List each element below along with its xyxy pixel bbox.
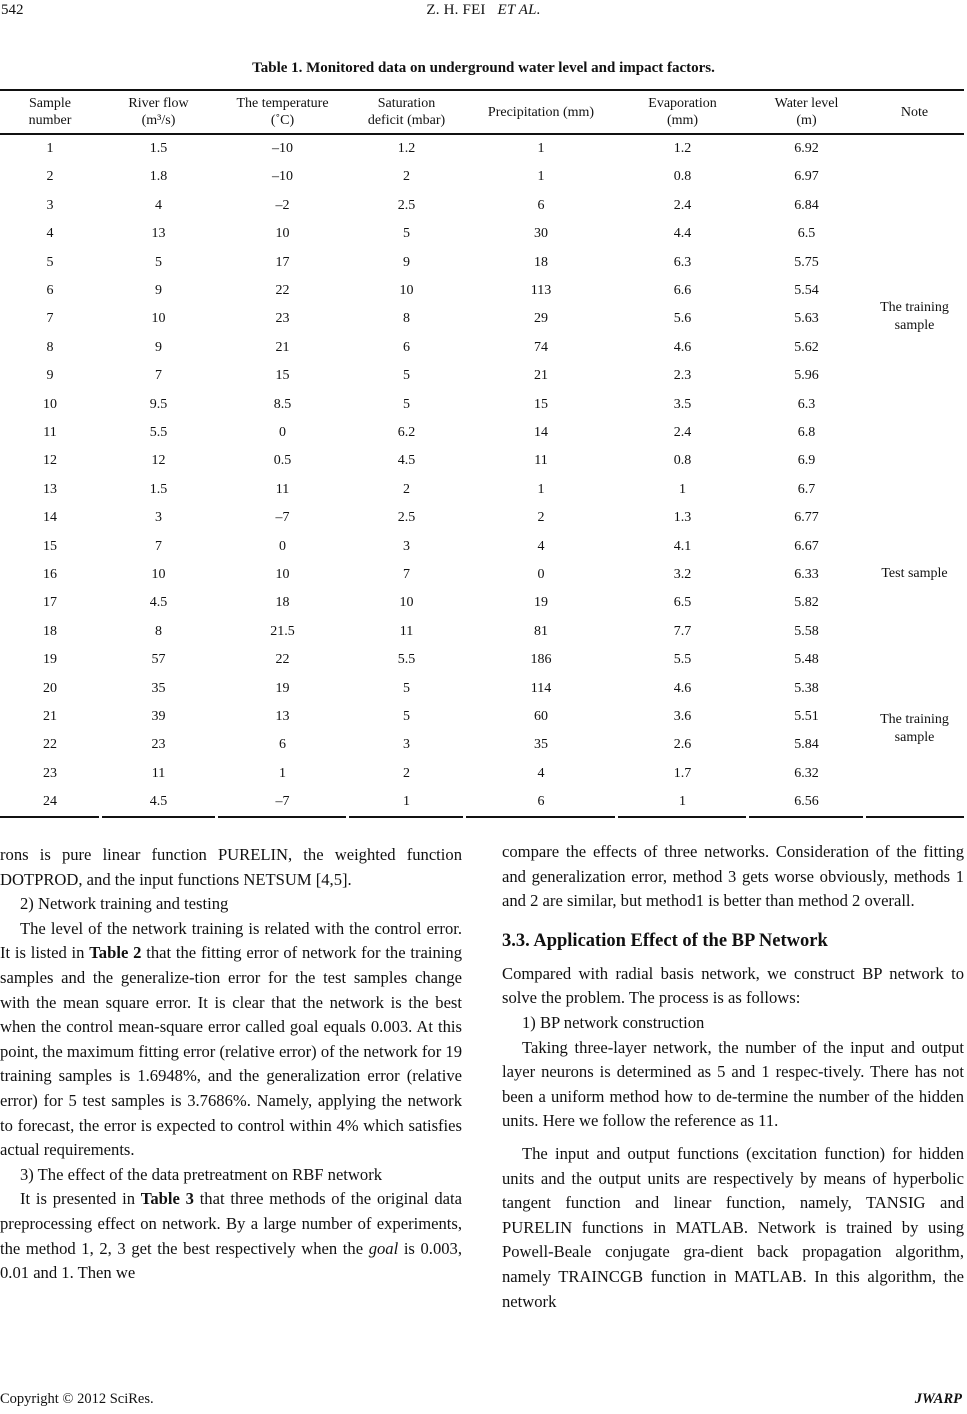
table-row	[0, 533, 964, 561]
cell-sample-number: 5	[46, 254, 54, 270]
cell-saturation-deficit: 5	[403, 226, 410, 242]
journal-abbreviation: JWARP	[914, 1391, 962, 1407]
table-row	[0, 277, 964, 305]
table-bottom-rule	[349, 816, 463, 818]
cell-sample-number: 1	[46, 141, 54, 156]
subsection-label: 1) BP network construction	[522, 1012, 705, 1032]
cell-river-flow: 35	[151, 680, 166, 696]
cell-water-level: 6.67	[794, 538, 819, 554]
cell-river-flow: 12	[151, 453, 166, 469]
table-top-rule	[0, 89, 964, 91]
header-evaporation: Evaporation (mm)	[648, 96, 717, 128]
cell-sample-number: 13	[43, 481, 57, 497]
cell-evaporation: 1	[679, 794, 686, 810]
cell-temperature: 18	[275, 595, 290, 611]
cell-sample-number: 10	[43, 396, 57, 412]
table-row	[0, 249, 964, 277]
cell-evaporation: 1.2	[673, 141, 692, 156]
cell-river-flow: 7	[155, 538, 162, 554]
cell-saturation-deficit: 6	[403, 339, 410, 355]
cell-sample-number: 7	[46, 311, 54, 327]
table-bottom-rule	[866, 816, 964, 818]
paragraph: Taking three-layer network, the number of the input and output layer neurons is determined as 5 and 1 respec-tively. There has not been a uniform method how to de-termine the number of the hidden units. Here we follow the reference as 11.	[502, 1037, 964, 1131]
cell-temperature: 15	[275, 368, 290, 384]
table-bottom-rule	[0, 816, 99, 818]
cell-sample-number: 16	[43, 567, 57, 582]
cell-sample-number: 23	[43, 765, 57, 781]
paragraph: It is presented in Table 3 that three methods of the original data preprocessing effect on network. By a large number of experiments, the method 1, 2, 3 get the best respectively when the goal is 0.003, 0.01 and 1. Then we	[0, 1189, 462, 1283]
header-precipitation: Precipitation (mm)	[487, 104, 595, 120]
table-row	[0, 163, 964, 191]
paragraph: compare the effects of three networks. Consideration of the fitting and generalization error, method 3 gets worse obviously, methods 1 and 2 are similar, but method1 is better than method 2 overall.	[502, 842, 964, 911]
cell-temperature: –2	[275, 197, 290, 213]
cell-temperature: 23	[275, 311, 290, 327]
cell-water-level: 5.54	[794, 283, 819, 298]
cell-evaporation: 6.5	[673, 595, 692, 611]
cell-evaporation: 3.5	[673, 396, 692, 412]
right-text-column	[502, 840, 964, 1314]
cell-saturation-deficit: 2	[403, 481, 410, 497]
cell-river-flow: 13	[151, 226, 166, 242]
cell-water-level: 6.8	[797, 425, 816, 440]
cell-water-level: 5.82	[794, 595, 819, 611]
header-note: Note	[900, 104, 929, 120]
cell-temperature: –10	[272, 141, 293, 156]
cell-temperature: 0	[279, 538, 286, 554]
cell-precipitation: 60	[534, 709, 548, 724]
cell-precipitation: 4	[537, 538, 545, 554]
cell-water-level: 5.75	[794, 254, 819, 270]
page-footer	[0, 1389, 967, 1411]
cell-precipitation: 14	[534, 425, 548, 440]
cell-saturation-deficit: 3	[403, 538, 410, 554]
paragraph: The input and output functions (excitation function) for hidden units and the output units are respectively by means of hyperbolic tangent function and linear function, namely, TANSIG and PURELIN functions in MATLAB. Network is trained by using Powell-Beale conjugate gra-dient back propagation algorithm, namely TRAINCGB function in MATLAB. In this algorithm, the network	[502, 1143, 964, 1311]
cell-temperature: 0.5	[273, 453, 292, 469]
cell-sample-number: 9	[46, 368, 54, 384]
table-row	[0, 334, 964, 362]
cell-evaporation: 6.6	[673, 283, 692, 298]
cell-river-flow: 1.5	[149, 141, 168, 156]
cell-river-flow: 1.5	[149, 481, 168, 497]
header-temperature: The temperature (˚C)	[236, 96, 329, 128]
cell-temperature: 21	[275, 339, 290, 355]
cell-precipitation: 6	[537, 794, 545, 810]
cell-water-level: 6.84	[794, 197, 819, 213]
cell-temperature: 6	[279, 737, 286, 753]
cell-sample-number: 2	[46, 169, 54, 185]
cell-precipitation: 2	[537, 510, 545, 526]
cell-temperature: 19	[275, 680, 290, 696]
cell-sample-number: 21	[43, 709, 57, 724]
cell-sample-number: 15	[43, 538, 57, 554]
cell-saturation-deficit: 5	[403, 709, 410, 724]
cell-saturation-deficit: 1.2	[397, 141, 416, 156]
cell-saturation-deficit: 2	[403, 765, 410, 781]
cell-water-level: 5.58	[794, 623, 819, 639]
cell-evaporation: 5.6	[673, 311, 692, 327]
cell-evaporation: 5.5	[673, 652, 692, 668]
cell-temperature: 10	[275, 567, 290, 582]
table-row	[0, 504, 964, 532]
cell-river-flow: 23	[151, 737, 166, 753]
cell-sample-number: 18	[43, 623, 57, 639]
cell-precipitation: 4	[537, 765, 545, 781]
note-training-sample-1: The training sample	[880, 300, 949, 333]
table-row	[0, 192, 964, 220]
cell-evaporation: 2.6	[673, 737, 692, 753]
cell-sample-number: 14	[43, 510, 57, 526]
table-row	[0, 135, 964, 163]
table-bottom-rule	[466, 816, 615, 818]
cell-saturation-deficit: 11	[399, 623, 414, 639]
table-row	[0, 220, 964, 248]
cell-evaporation: 2.3	[673, 368, 692, 384]
cell-sample-number: 3	[46, 197, 54, 213]
cell-evaporation: 4.6	[673, 680, 692, 696]
cell-water-level: 6.3	[797, 396, 816, 412]
table-row	[0, 305, 964, 333]
cell-water-level: 5.96	[794, 368, 819, 384]
cell-temperature: 22	[275, 283, 290, 298]
cell-water-level: 6.32	[794, 765, 819, 781]
cell-water-level: 6.7	[797, 481, 816, 497]
cell-temperature: 11	[275, 481, 290, 497]
cell-saturation-deficit: 3	[403, 737, 410, 753]
cell-sample-number: 22	[43, 737, 57, 753]
cell-sample-number: 11	[43, 425, 57, 440]
table-row	[0, 760, 964, 788]
cell-precipitation: 18	[534, 254, 548, 270]
cell-temperature: 0	[279, 425, 286, 440]
cell-water-level: 5.38	[794, 680, 819, 696]
cell-precipitation: 6	[537, 197, 545, 213]
table-row	[0, 362, 964, 390]
cell-sample-number: 6	[46, 283, 54, 298]
left-text-column	[0, 843, 462, 1286]
cell-temperature: 13	[275, 709, 290, 724]
table-bottom-rule	[102, 816, 215, 818]
cell-evaporation: 6.3	[673, 254, 692, 270]
cell-river-flow: 39	[151, 709, 166, 724]
cell-temperature: 1	[279, 765, 286, 781]
cell-water-level: 5.48	[794, 652, 819, 668]
cell-saturation-deficit: 5	[403, 396, 410, 412]
cell-water-level: 6.33	[794, 567, 819, 582]
cell-saturation-deficit: 5	[403, 680, 410, 696]
cell-evaporation: 1.3	[673, 510, 692, 526]
cell-precipitation: 114	[530, 680, 552, 696]
cell-precipitation: 29	[534, 311, 548, 327]
cell-sample-number: 8	[46, 339, 54, 355]
cell-saturation-deficit: 6.2	[397, 425, 416, 440]
cell-saturation-deficit: 1	[403, 794, 410, 810]
cell-precipitation: 1	[537, 481, 545, 497]
cell-saturation-deficit: 2	[403, 169, 410, 185]
running-head	[0, 0, 967, 24]
cell-precipitation: 81	[534, 623, 548, 639]
cell-river-flow: 57	[151, 652, 166, 668]
note-training-sample-2: The training sample	[880, 712, 949, 745]
table-row	[0, 646, 964, 674]
table-caption: Table 1. Monitored data on underground water level and impact factors.	[252, 60, 715, 76]
cell-river-flow: 1.8	[149, 169, 168, 185]
header-water-level: Water level (m)	[774, 96, 839, 128]
paragraph: The level of the network training is related with the control error. It is listed in Table 2 that the fitting error of network for the training samples and the generalize-tion error for the test samples change with the mean square error. It is clear that the network is the best when the control mean-square error called goal equals 0.003. At this point, the maximum fitting error (relative error) of the network for 19 training samples is 1.6948%, and the generalization error (relative error) for 5 test samples is 3.7686%. Namely, applying the network to forecast, the error is expected to control within 4% which satisfies actual requirements.	[0, 918, 463, 1160]
cell-water-level: 5.51	[794, 709, 819, 724]
cell-saturation-deficit: 7	[403, 567, 410, 582]
table-row	[0, 476, 964, 504]
table-row	[0, 391, 964, 419]
cell-precipitation: 11	[534, 453, 548, 469]
table-bottom-rule	[749, 816, 863, 818]
cell-temperature: –7	[275, 510, 290, 526]
cell-river-flow: 4.5	[149, 794, 168, 810]
cell-saturation-deficit: 2.5	[397, 510, 416, 526]
cell-precipitation: 19	[534, 595, 548, 611]
table-row	[0, 618, 964, 646]
cell-river-flow: 11	[151, 765, 166, 781]
cell-saturation-deficit: 8	[403, 311, 410, 327]
section-heading: 3.3. Application Effect of the BP Network	[502, 930, 828, 951]
cell-precipitation: 113	[530, 283, 552, 298]
cell-precipitation: 30	[534, 226, 548, 242]
page-number: 542	[1, 2, 24, 18]
table-row	[0, 589, 964, 617]
cell-saturation-deficit: 5.5	[397, 652, 416, 668]
header-saturation-deficit: Saturation deficit (mbar)	[367, 96, 446, 128]
cell-precipitation: 0	[537, 567, 545, 582]
paragraph: Compared with radial basis network, we construct BP network to solve the problem. The process is as follows:	[502, 963, 964, 1008]
cell-sample-number: 4	[46, 226, 54, 242]
cell-sample-number: 24	[43, 794, 57, 810]
paragraph: rons is pure linear function PURELIN, the weighted function DOTPROD, and the input functions NETSUM [4,5].	[0, 845, 462, 889]
cell-temperature: 21.5	[270, 623, 295, 639]
cell-evaporation: 4.4	[673, 226, 692, 242]
cell-temperature: –10	[272, 169, 293, 185]
cell-evaporation: 3.6	[673, 709, 692, 724]
cell-evaporation: 4.1	[673, 538, 692, 554]
table-row	[0, 788, 964, 816]
cell-sample-number: 12	[43, 453, 57, 469]
cell-evaporation: 1	[679, 481, 686, 497]
table-row	[0, 447, 964, 475]
cell-river-flow: 9	[155, 339, 162, 355]
cell-saturation-deficit: 4.5	[397, 453, 416, 469]
cell-precipitation: 35	[534, 737, 548, 753]
table-row	[0, 731, 964, 759]
cell-river-flow: 7	[155, 368, 162, 384]
cell-river-flow: 10	[151, 311, 166, 327]
table-row	[0, 561, 964, 589]
cell-river-flow: 8	[155, 623, 162, 639]
cell-water-level: 5.84	[794, 737, 819, 753]
cell-river-flow: 4.5	[149, 595, 168, 611]
cell-temperature: 17	[275, 254, 290, 270]
note-test-sample: Test sample	[881, 566, 948, 581]
cell-river-flow: 10	[151, 567, 166, 582]
cell-saturation-deficit: 10	[399, 595, 414, 611]
cell-saturation-deficit: 5	[403, 368, 410, 384]
cell-water-level: 6.97	[794, 169, 819, 185]
cell-evaporation: 7.7	[673, 623, 692, 639]
cell-saturation-deficit: 9	[403, 254, 410, 270]
cell-river-flow: 9.5	[149, 396, 168, 412]
cell-evaporation: 0.8	[673, 453, 692, 469]
cell-water-level: 5.62	[794, 339, 819, 355]
header-river-flow: River flow (m³/s)	[128, 96, 189, 128]
cell-precipitation: 21	[534, 368, 548, 384]
cell-river-flow: 3	[155, 510, 162, 526]
cell-sample-number: 17	[43, 595, 57, 611]
cell-temperature: 10	[275, 226, 290, 242]
subsection-label: 2) Network training and testing	[20, 894, 229, 914]
table-row	[0, 703, 964, 731]
copyright-notice: Copyright © 2012 SciRes.	[0, 1391, 154, 1407]
cell-sample-number: 20	[43, 680, 57, 696]
running-head-authors: Z. H. FEI ET AL.	[426, 2, 541, 18]
cell-temperature: 22	[275, 652, 290, 668]
cell-temperature: –7	[275, 794, 290, 810]
cell-precipitation: 74	[534, 339, 548, 355]
cell-water-level: 6.56	[794, 794, 819, 810]
cell-temperature: 8.5	[273, 396, 292, 412]
cell-evaporation: 2.4	[673, 197, 692, 213]
cell-precipitation: 15	[534, 396, 548, 412]
cell-saturation-deficit: 10	[399, 283, 414, 298]
cell-water-level: 5.63	[794, 311, 819, 327]
cell-river-flow: 5	[155, 254, 162, 270]
cell-precipitation: 1	[537, 141, 545, 156]
cell-saturation-deficit: 2.5	[397, 197, 416, 213]
cell-water-level: 6.92	[794, 141, 819, 156]
cell-evaporation: 4.6	[673, 339, 692, 355]
cell-precipitation: 1	[537, 169, 545, 185]
table-row	[0, 419, 964, 447]
cell-river-flow: 4	[155, 197, 162, 213]
cell-water-level: 6.77	[794, 510, 819, 526]
cell-evaporation: 1.7	[673, 765, 692, 781]
cell-sample-number: 19	[43, 652, 57, 668]
cell-evaporation: 2.4	[673, 425, 692, 440]
cell-river-flow: 9	[155, 283, 162, 298]
cell-river-flow: 5.5	[149, 425, 168, 440]
cell-precipitation: 186	[530, 652, 552, 668]
cell-evaporation: 0.8	[673, 169, 692, 185]
table-bottom-rule	[618, 816, 746, 818]
header-sample-number: Sample number	[28, 96, 72, 128]
table-row	[0, 675, 964, 703]
cell-water-level: 6.9	[797, 453, 816, 469]
cell-evaporation: 3.2	[673, 567, 692, 582]
table-bottom-rule	[218, 816, 346, 818]
cell-water-level: 6.5	[797, 226, 816, 242]
subsection-label: 3) The effect of the data pretreatment on RBF network	[20, 1164, 383, 1184]
